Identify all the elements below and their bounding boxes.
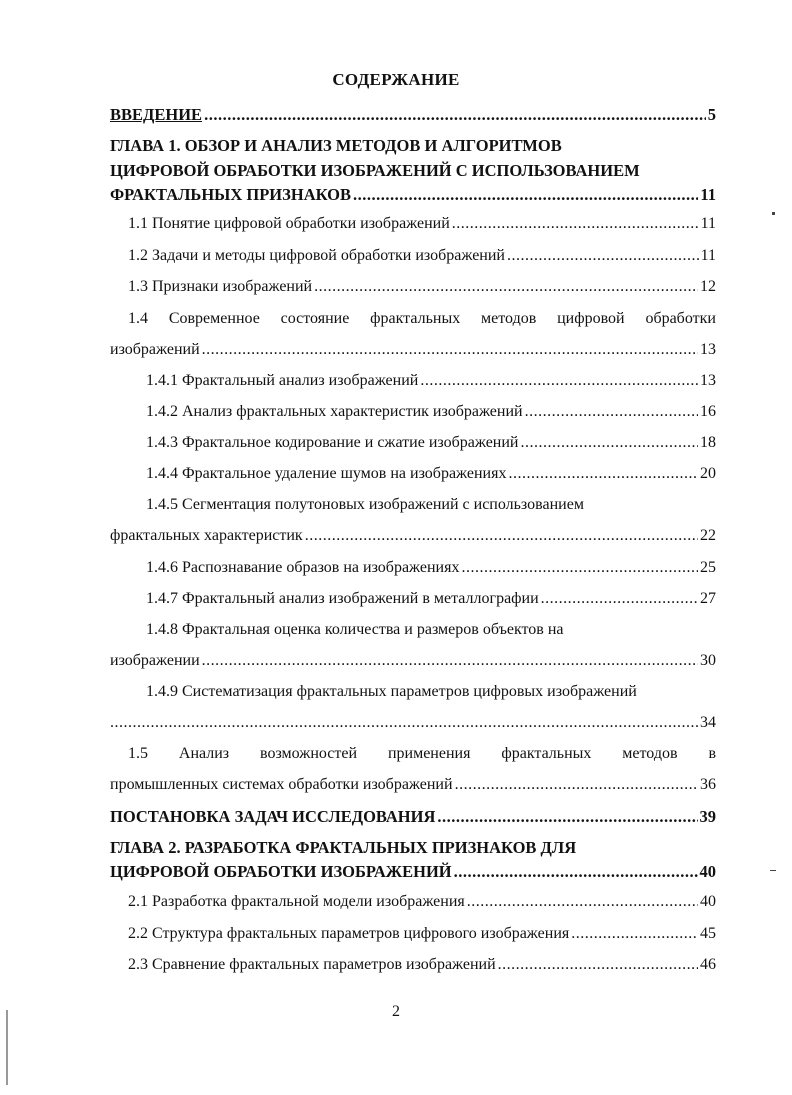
dot-leader <box>541 590 698 608</box>
toc-entry-1-2[interactable] <box>128 247 716 265</box>
toc-entry-page: 39 <box>699 807 716 826</box>
toc-entry-page: 22 <box>700 527 716 544</box>
toc-entry-label: ЦИФРОВОЙ ОБРАБОТКИ ИЗОБРАЖЕНИЙ <box>110 862 452 881</box>
toc-entry-page: 45 <box>700 925 716 942</box>
toc-entry-label: 2.3 Сравнение фрактальных параметров изображений <box>128 956 496 973</box>
dot-leader <box>202 341 698 359</box>
toc-entry-page: 11 <box>700 247 716 264</box>
dot-leader <box>498 956 698 974</box>
toc-entry-page: 36 <box>700 776 716 793</box>
toc-entry-1-4-5[interactable] <box>110 527 716 545</box>
dot-leader <box>420 372 698 390</box>
toc-entry-label: 1.3 Признаки изображений <box>128 278 313 295</box>
dot-leader <box>508 465 698 483</box>
dot-leader <box>520 434 698 452</box>
toc-entry-1-4-1[interactable] <box>146 372 716 390</box>
toc-word: методов <box>481 310 537 327</box>
toc-word: методов <box>622 745 678 762</box>
toc-entry-1-4-8[interactable] <box>110 652 716 670</box>
dot-leader <box>204 105 706 125</box>
toc-chapter1-line1[interactable]: ГЛАВА 1. ОБЗОР И АНАЛИЗ МЕТОДОВ И АЛГОРИТМОВ <box>110 136 562 155</box>
toc-entry-chapter1[interactable] <box>110 185 716 205</box>
toc-entry-label: 2.1 Разработка фрактальной модели изображения <box>128 893 465 910</box>
toc-entry-page: 40 <box>699 862 716 881</box>
toc-entry-page: 46 <box>700 956 716 973</box>
toc-entry-page: 16 <box>700 403 716 420</box>
dot-leader <box>314 278 698 296</box>
page-title: СОДЕРЖАНИЕ <box>332 70 460 89</box>
toc-entry-chapter2[interactable] <box>110 862 716 882</box>
toc-entry-1-5[interactable] <box>110 776 716 794</box>
dot-leader <box>461 559 698 577</box>
toc-entry-1-4-9-line1[interactable]: 1.4.9 Систематизация фрактальных параметров цифровых изображений <box>146 683 637 700</box>
scan-speck <box>772 212 775 215</box>
toc-entry-1-4-6[interactable] <box>146 559 716 577</box>
toc-entry-label: ФРАКТАЛЬНЫХ ПРИЗНАКОВ <box>110 185 351 204</box>
dot-leader <box>571 925 698 943</box>
toc-entry-label: 1.4.7 Фрактальный анализ изображений в металлографии <box>146 590 539 607</box>
toc-entry-1-5-line1[interactable] <box>128 745 716 763</box>
dot-leader <box>467 893 698 911</box>
toc-entry-tasks[interactable] <box>110 807 716 827</box>
scan-speck <box>770 870 776 871</box>
toc-entry-label: изображений <box>110 341 200 358</box>
toc-entry-1-4-7[interactable] <box>146 590 716 608</box>
toc-word: обработки <box>645 310 716 327</box>
toc-word: 1.5 <box>128 745 148 762</box>
toc-entry-page: 12 <box>700 278 716 295</box>
toc-entry-1-4-4[interactable] <box>146 465 716 483</box>
toc-entry-page: 20 <box>700 465 716 482</box>
toc-entry-label: 1.4.2 Анализ фрактальных характеристик изображений <box>146 403 523 420</box>
toc-entry-page: 34 <box>700 714 716 731</box>
toc-word: цифровой <box>557 310 625 327</box>
page-number: 2 <box>392 1003 400 1020</box>
toc-word: состояние <box>280 310 350 327</box>
toc-word: применения <box>387 745 471 762</box>
toc-entry-label: ВВЕДЕНИЕ <box>110 105 203 124</box>
toc-entry-page: 11 <box>700 215 716 232</box>
toc-entry-page: 11 <box>700 185 716 204</box>
toc-entry-label: фрактальных характеристик <box>110 527 303 544</box>
toc-entry-page: 30 <box>700 652 716 669</box>
toc-word: фрактальных <box>370 310 461 327</box>
toc-entry-2-1[interactable] <box>128 893 716 911</box>
toc-entry-label: изображении <box>110 652 200 669</box>
toc-word: 1.4 <box>128 310 148 327</box>
toc-entry-page: 5 <box>707 105 716 124</box>
toc-entry-1-4-line1[interactable] <box>128 310 716 328</box>
toc-entry-page: 40 <box>700 893 716 910</box>
toc-entry-1-1[interactable] <box>128 215 716 233</box>
toc-entry-1-4-9[interactable] <box>110 714 716 732</box>
toc-entry-2-2[interactable] <box>128 925 716 943</box>
toc-entry-1-3[interactable] <box>128 278 716 296</box>
toc-entry-1-4-8-line1[interactable]: 1.4.8 Фрактальная оценка количества и размеров объектов на <box>146 621 564 638</box>
dot-leader <box>353 185 698 205</box>
dot-leader <box>437 807 697 827</box>
dot-leader <box>507 247 699 265</box>
toc-entry-1-4[interactable] <box>110 341 716 359</box>
toc-entry-1-4-2[interactable] <box>146 403 716 421</box>
toc-entry-intro[interactable] <box>110 105 716 125</box>
toc-entry-page: 25 <box>700 559 716 576</box>
toc-entry-page: 18 <box>700 434 716 451</box>
toc-entry-label: 1.4.3 Фрактальное кодирование и сжатие изображений <box>146 434 519 451</box>
dot-leader <box>305 527 698 545</box>
dot-leader <box>525 403 698 421</box>
toc-entry-label: ПОСТАНОВКА ЗАДАЧ ИССЛЕДОВАНИЯ <box>110 807 436 826</box>
dot-leader <box>454 862 698 882</box>
dot-leader <box>452 215 699 233</box>
toc-entry-label: 1.1 Понятие цифровой обработки изображений <box>128 215 450 232</box>
toc-chapter2-line1[interactable]: ГЛАВА 2. РАЗРАБОТКА ФРАКТАЛЬНЫХ ПРИЗНАКОВ ДЛЯ <box>110 838 577 857</box>
scan-edge-mark <box>6 1010 8 1085</box>
dot-leader <box>455 776 698 794</box>
toc-entry-label: 1.4.4 Фрактальное удаление шумов на изображениях <box>146 465 507 482</box>
toc-word: Современное <box>168 310 260 327</box>
toc-entry-page: 27 <box>700 590 716 607</box>
toc-entry-label: промышленных системах обработки изображений <box>110 776 453 793</box>
toc-entry-1-4-5-line1[interactable]: 1.4.5 Сегментация полутоновых изображений с использованием <box>146 496 584 513</box>
toc-entry-label: 1.4.6 Распознавание образов на изображениях <box>146 559 460 576</box>
dot-leader <box>202 652 698 670</box>
toc-entry-label: 2.2 Структура фрактальных параметров цифрового изображения <box>128 925 570 942</box>
toc-entry-label: 1.4.1 Фрактальный анализ изображений <box>146 372 419 389</box>
dot-leader <box>110 714 698 732</box>
toc-entry-label: 1.2 Задачи и методы цифровой обработки изображений <box>128 247 505 264</box>
toc-word: Анализ <box>178 745 230 762</box>
toc-word: в <box>708 745 716 762</box>
toc-word: возможностей <box>260 745 358 762</box>
toc-chapter1-line2[interactable]: ЦИФРОВОЙ ОБРАБОТКИ ИЗОБРАЖЕНИЙ С ИСПОЛЬЗОВАНИЕМ <box>110 161 640 180</box>
toc-entry-page: 13 <box>700 341 716 358</box>
toc-entry-2-3[interactable] <box>128 956 716 974</box>
toc-entry-1-4-3[interactable] <box>146 434 716 452</box>
toc-word: фрактальных <box>501 745 592 762</box>
toc-entry-page: 13 <box>700 372 716 389</box>
